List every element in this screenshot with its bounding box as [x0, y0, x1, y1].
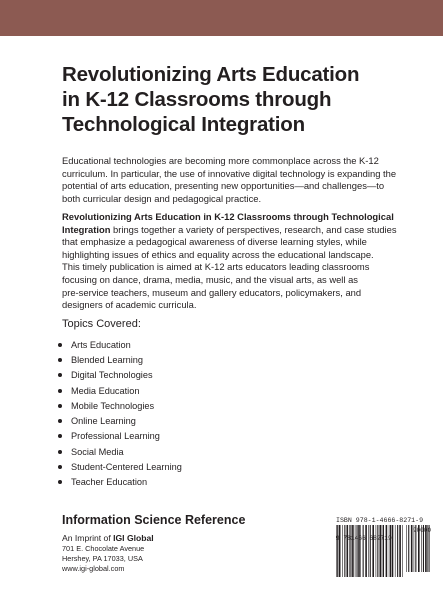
- topic-label: Media Education: [71, 385, 140, 396]
- paragraph-bold-title: Revolutionizing Arts Education in K-12 Classrooms through Technological: [62, 211, 394, 222]
- price-code: 90000: [412, 527, 431, 534]
- barcode-bar: [408, 525, 409, 572]
- barcode-bar: [376, 525, 377, 577]
- barcode-bar: [402, 525, 403, 577]
- top-color-band: [0, 0, 443, 36]
- bullet-icon: [58, 419, 62, 423]
- barcode-bar: [395, 525, 396, 577]
- topic-label: Social Media: [71, 446, 124, 457]
- book-title: [62, 62, 422, 137]
- paragraph-line: that emphasize a pedagogical awareness of diverse learning styles, while: [62, 236, 367, 248]
- bullet-icon: [58, 343, 62, 347]
- paragraph-line: highlighting issues of ethics and equality across the educational landscape.: [62, 248, 374, 260]
- barcode-bar: [344, 525, 345, 577]
- topic-label: Digital Technologies: [71, 370, 153, 381]
- topic-label: Professional Learning: [71, 431, 160, 442]
- topic-label: Teacher Education: [71, 477, 148, 488]
- bullet-icon: [58, 358, 62, 362]
- barcode-bar: [363, 525, 364, 577]
- barcode-bar: [389, 525, 390, 577]
- barcode-bar: [392, 525, 394, 577]
- topic-label: Blended Learning: [71, 354, 144, 365]
- paragraph-line: Educational technologies are becoming more commonplace across the K-12: [62, 155, 379, 166]
- paragraph-bold-title-end: Integration: [62, 223, 111, 235]
- address-line-1: 701 E. Chocolate Avenue: [62, 544, 145, 553]
- publisher-website: www.igi-global.com: [62, 564, 125, 574]
- paragraph-line: potential of arts education, presenting new opportunities—and challenges—to: [62, 180, 385, 192]
- paragraph-line: both curricular design and pedagogical practice.: [62, 192, 262, 204]
- bullet-icon: [58, 404, 62, 408]
- imprint-line: [62, 532, 245, 544]
- barcode-bar: [377, 525, 378, 577]
- barcode-bar: [406, 525, 407, 572]
- bullet-icon: [58, 434, 62, 438]
- paragraph-line: focusing on dance, drama, media, music, and the visual arts, as well as: [62, 273, 358, 285]
- list-item: [58, 383, 182, 398]
- topic-label: Arts Education: [71, 339, 131, 350]
- barcode-bar: [397, 525, 398, 577]
- barcode-bar: [383, 525, 384, 577]
- list-item: [58, 429, 182, 444]
- barcode-bar: [360, 525, 361, 577]
- paragraph-line: curriculum. In particular, the use of innovative digital technology is expanding the: [62, 167, 397, 179]
- bullet-icon: [58, 465, 62, 469]
- barcode-bar: [365, 525, 367, 577]
- list-item: [58, 413, 182, 428]
- bullet-icon: [58, 373, 62, 377]
- barcode-bar: [370, 525, 371, 577]
- topic-label: Online Learning: [71, 416, 136, 427]
- barcode-bar: [399, 525, 401, 577]
- list-item: [58, 352, 182, 367]
- title-line: Revolutionizing Arts Education: [62, 63, 360, 86]
- barcode-number: 9 781466 682719: [336, 535, 392, 542]
- bullet-icon: [58, 480, 62, 484]
- barcode-bar: [390, 525, 391, 577]
- barcode-bar: [342, 525, 343, 577]
- address-line-2: Hershey, PA 17033, USA: [62, 554, 143, 564]
- barcode-bar: [355, 525, 356, 577]
- barcode-bar: [358, 525, 360, 577]
- paragraph-line-rest: brings together a variety of perspectives, research, and case studies: [110, 223, 397, 235]
- list-item: [58, 444, 182, 459]
- paragraph-line: This timely publication is aimed at K-12 arts educators leading classrooms: [62, 261, 370, 273]
- publisher-name: Information Science Reference: [62, 513, 246, 527]
- barcode-image: [336, 525, 404, 577]
- list-item: [58, 475, 182, 490]
- list-item: [58, 398, 182, 413]
- barcode-bar: [357, 525, 358, 577]
- barcode-bar: [350, 525, 351, 577]
- paragraph-line: pre-service teachers, museum and gallery educators, policymakers, and: [62, 286, 362, 298]
- barcode-bar: [352, 525, 354, 577]
- list-item: [58, 337, 182, 352]
- barcode-bar: [386, 525, 388, 577]
- barcode-bar: [368, 525, 369, 577]
- barcode-bar: [380, 525, 382, 577]
- imprint-prefix: An Imprint of: [62, 533, 114, 543]
- paragraph-line: [62, 224, 402, 237]
- topic-label: Mobile Technologies: [71, 400, 155, 411]
- title-line: in K-12 Classrooms through: [62, 88, 332, 111]
- list-item: [58, 459, 182, 474]
- description-paragraph: [62, 211, 402, 312]
- barcode-bar: [339, 525, 341, 577]
- publisher-block: [62, 513, 245, 575]
- barcode-bar: [337, 525, 338, 577]
- barcode-bar: [382, 525, 383, 577]
- barcode-bar: [347, 525, 349, 577]
- topics-list: [58, 337, 182, 490]
- topics-heading: Topics Covered:: [62, 318, 141, 330]
- barcode-bar: [349, 525, 350, 577]
- imprint-name: IGI Global: [113, 533, 154, 543]
- paragraph-line: designers of academic curricula.: [62, 299, 197, 311]
- bullet-icon: [58, 389, 62, 393]
- title-line: Technological Integration: [62, 113, 305, 136]
- list-item: [58, 368, 182, 383]
- barcode-bar: [372, 525, 374, 577]
- topic-label: Student-Centered Learning: [71, 462, 182, 473]
- isbn-barcode-block: [336, 517, 432, 542]
- isbn-label: ISBN 978-1-4666-8271-9: [336, 517, 424, 524]
- barcode-bar: [336, 525, 337, 577]
- bullet-icon: [58, 450, 62, 454]
- intro-paragraph: [62, 155, 402, 205]
